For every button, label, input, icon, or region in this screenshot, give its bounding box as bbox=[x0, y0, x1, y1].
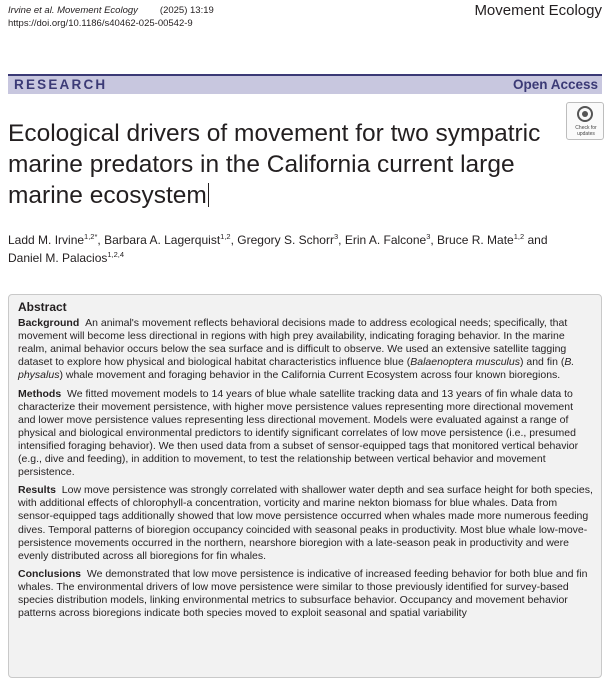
author-list: Ladd M. Irvine$^{1,2*}$, Barbara A. Lagerquist$^{1,2}$, Gregory S. Schorr$^3$, Erin A. Falcone$^3$, Bruce R. Mate$^{1,2}$ and Daniel M. Palacios$^{1,2,4}$ bbox=[8, 232, 548, 265]
author-affiliation: 1,2* bbox=[84, 232, 98, 241]
paper-title-text: Ecological drivers of movement for two sympatric marine predators in the California current large marine ecosystem bbox=[8, 120, 541, 209]
check-updates-icon bbox=[577, 106, 593, 122]
section-label: Conclusions bbox=[18, 567, 82, 580]
author-name: Erin A. Falcone bbox=[344, 233, 427, 247]
section-text: ) and fin ( bbox=[519, 356, 565, 369]
author-affiliation: 3 bbox=[333, 232, 339, 241]
check-for-updates-badge[interactable] bbox=[566, 102, 604, 140]
abstract-results bbox=[18, 484, 593, 563]
abstract-conclusions bbox=[18, 568, 593, 620]
article-type-band bbox=[8, 74, 602, 94]
species-name: B. physalus bbox=[18, 356, 575, 382]
abstract-methods bbox=[18, 388, 593, 480]
author-affiliation: 1,2 bbox=[220, 232, 231, 241]
author-affiliation: 3 bbox=[426, 232, 431, 241]
check-updates-line2: updates bbox=[577, 131, 595, 137]
section-text: We demonstrated that low move persistence is indicative of increased feeding behavior for both blue and fin whales. The environmental drivers of low move persistence were similar to those previously identified for survey-based species distribution models, linking environmental metrics to subsurface behavior. Occupancy and movement behavior patterns across bioregions indicate both species moved to exploit seasonal and spatial variability bbox=[18, 567, 588, 620]
abstract-box bbox=[8, 294, 602, 678]
citation-line bbox=[8, 4, 214, 17]
section-label: Results bbox=[18, 484, 56, 497]
section-text: An animal's movement reflects behavioral decisions made to address ecological needs; specifically, that movement will become less directional in regions with high prey availability, indicating foraging behavior. In the marine realm, animal behavior occurs below the sea surface and is difficult to observe. We used an extensive satellite tagging dataset to explore how physical and biological habitat characteristics influence blue ( bbox=[18, 317, 568, 369]
author-affiliation: 1,2 bbox=[513, 232, 525, 241]
abstract-heading: Abstract bbox=[18, 300, 67, 314]
author-name: Ladd M. Irvine bbox=[8, 233, 85, 247]
running-header bbox=[8, 4, 214, 30]
open-access-label: Open Access bbox=[512, 77, 598, 92]
check-updates-line1: Check for bbox=[575, 125, 597, 131]
author-name: Gregory S. Schorr bbox=[237, 233, 334, 247]
author-name: Barbara A. Lagerquist bbox=[104, 233, 221, 247]
section-label: Methods bbox=[18, 387, 62, 400]
article-type-label: RESEARCH bbox=[14, 77, 108, 92]
doi-link[interactable]: https://doi.org/10.1186/s40462-025-00542-9 bbox=[8, 18, 193, 29]
paper-title bbox=[8, 118, 548, 211]
header-citation: (2025) 13:19 bbox=[159, 5, 214, 16]
header-authors: Irvine et al. Movement Ecology bbox=[8, 5, 138, 16]
section-text: ) whale movement and foraging behavior in the California Current Ecosystem across four known bioregions. bbox=[59, 369, 561, 382]
author-name: Daniel M. Palacios bbox=[8, 251, 108, 265]
journal-name: Movement Ecology bbox=[474, 2, 602, 19]
section-text: We fitted movement models to 14 years of blue whale satellite tracking data and 13 years of fin whale data to characterize their movement persistence, with higher move persistence values representing more directional movement and lower move persistence values representing less directional movement. Models were evaluated against a range of physical and biological environmental predictors to identify significant correlates of low move persistence (i.e., presumed intensified foraging behavior). We then used data from a subset of sensor-equipped tags that monitored vertical behavior (e.g., dive and feeding), in addition to movement, to test the relationship between vertical behavior and movement persistence. bbox=[18, 387, 579, 479]
species-name: Balaenoptera musculus bbox=[410, 356, 520, 369]
section-label: Background bbox=[18, 317, 80, 330]
author-affiliation: 1,2,4 bbox=[107, 250, 125, 259]
text-cursor bbox=[208, 183, 209, 207]
author-name: Bruce R. Mate bbox=[437, 233, 514, 247]
section-text: Low move persistence was strongly correlated with shallower water depth and sea surface height for both species, with additional effects of chlorophyll-a concentration, vorticity and marine nekton biomass for blue whales. Data from sensor-equipped tags additionally showed that low move persistence occurred when whales made more numerous feeding dives. Temporal patterns of bioregion occupancy coincided with seasonal peaks in productivity. Most blue whale low-move-persistence movements occurred in the northern, nearshore bioregion with a late-season peak in productivity and were evenly distributed across all bioregions for fin whales. bbox=[18, 484, 593, 562]
abstract-background bbox=[18, 317, 593, 382]
